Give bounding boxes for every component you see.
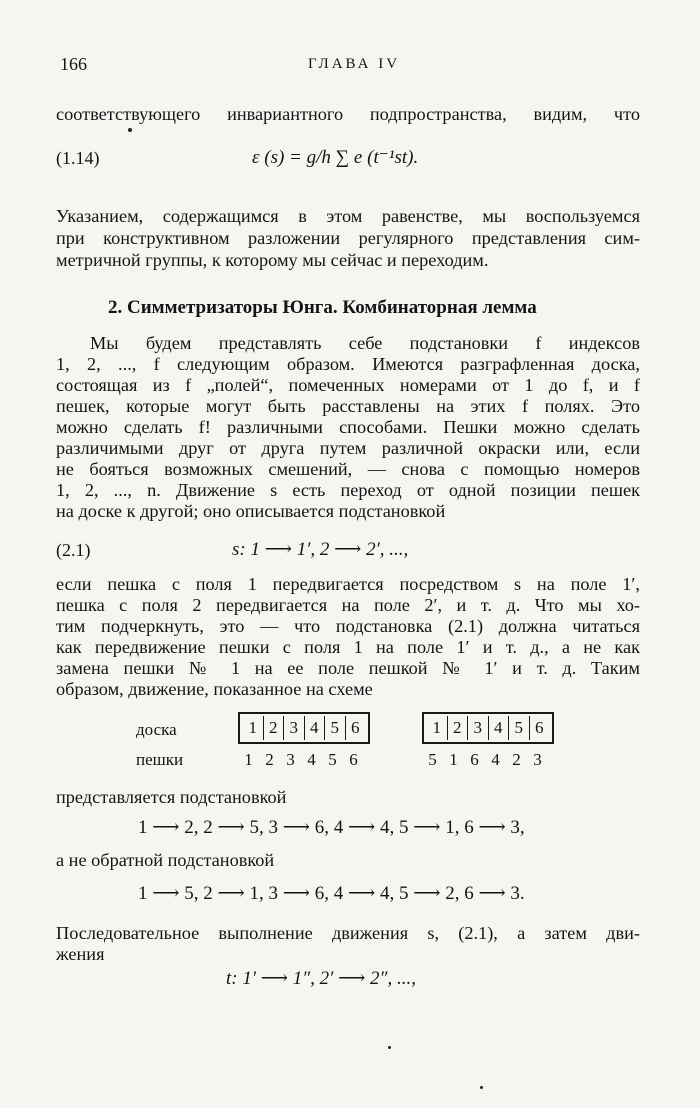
pawn-number: 4 bbox=[491, 750, 500, 769]
para3-line: замена пешки № 1 на ее поле пешкой № 1′ и т. д. Таким bbox=[56, 658, 640, 678]
eq-2-1-label: (2.1) bbox=[56, 540, 91, 560]
para3-line: пешка с поля 2 передвигается на поле 2′, и т. д. Что мы хо- bbox=[56, 595, 640, 615]
print-speck bbox=[388, 1046, 391, 1049]
para4-line: Последовательное выполнение движения s, (2.1), а затем дви- bbox=[56, 923, 640, 943]
pawns-label: пешки bbox=[136, 750, 184, 769]
represented-line: представляется подстановкой bbox=[56, 787, 287, 807]
para2-line: на доске к другой; оно описывается подстановкой bbox=[56, 501, 446, 521]
pawn-number: 2 bbox=[265, 750, 274, 769]
page-number: 166 bbox=[60, 54, 87, 74]
eq-1-14-formula: ε (s) = g/h ∑ e (t⁻¹st). bbox=[252, 147, 419, 168]
board-cell: 2 bbox=[448, 716, 469, 740]
board-cell: 4 bbox=[305, 716, 326, 740]
para2-line: можно сделать f! различными способами. Пешки можно сделать bbox=[56, 417, 640, 437]
para2-line: различимыми друг от друга путем различной окраски или, если bbox=[56, 438, 640, 458]
board-cell: 3 bbox=[284, 716, 305, 740]
para4-line: жения bbox=[56, 944, 105, 964]
section-heading: 2. Симметризаторы Юнга. Комбинаторная лемма bbox=[108, 297, 537, 318]
pawn-number: 5 bbox=[428, 750, 437, 769]
para2-line: пешек, которые могут быть расставлены на этих f полях. Это bbox=[56, 396, 640, 416]
board-left bbox=[238, 712, 370, 744]
para1-line: метричной группы, к которому мы сейчас и переходим. bbox=[56, 250, 489, 270]
board-right bbox=[422, 712, 554, 744]
pawn-number: 2 bbox=[512, 750, 521, 769]
para2-line: не бояться возможных смешений, — снова с помощью номеров bbox=[56, 459, 640, 479]
print-speck bbox=[480, 1086, 483, 1089]
pawns-left bbox=[238, 750, 364, 770]
board-cell: 5 bbox=[325, 716, 346, 740]
para2-line: Мы будем представлять себе подстановки f индексов bbox=[90, 333, 640, 353]
intro-line: соответствующего инвариантного подпространства, видим, что bbox=[56, 104, 640, 124]
board-cell: 5 bbox=[509, 716, 530, 740]
board-cell: 6 bbox=[535, 718, 544, 737]
board-label: доска bbox=[136, 720, 177, 739]
pawn-number: 1 bbox=[244, 750, 253, 769]
para1-line: при конструктивном разложении регулярного представления сим- bbox=[56, 228, 640, 248]
pawn-number: 3 bbox=[533, 750, 542, 769]
board-cell: 6 bbox=[351, 718, 360, 737]
para2-line: 1, 2, ..., n. Движение s есть переход от одной позиции пешек bbox=[56, 480, 640, 500]
perm-direct: 1 ⟶ 2, 2 ⟶ 5, 3 ⟶ 6, 4 ⟶ 4, 5 ⟶ 1, 6 ⟶ 3, bbox=[138, 817, 525, 838]
eq-t-formula: t: 1′ ⟶ 1″, 2′ ⟶ 2″, ..., bbox=[226, 968, 416, 989]
eq-1-14-label: (1.14) bbox=[56, 148, 100, 168]
para2-line: состоящая из f „полей“, помеченных номерами от 1 до f, и f bbox=[56, 375, 640, 395]
para3-line: образом, движение, показанное на схеме bbox=[56, 679, 373, 699]
perm-inverse: 1 ⟶ 5, 2 ⟶ 1, 3 ⟶ 6, 4 ⟶ 4, 5 ⟶ 2, 6 ⟶ 3. bbox=[138, 883, 525, 904]
pawns-right bbox=[422, 750, 548, 770]
pawn-number: 6 bbox=[349, 750, 358, 769]
not-inverse-line: а не обратной подстановкой bbox=[56, 850, 275, 870]
pawn-number: 1 bbox=[449, 750, 458, 769]
pawn-number: 5 bbox=[328, 750, 337, 769]
pawn-number: 6 bbox=[470, 750, 479, 769]
board-cell: 1 bbox=[243, 716, 264, 740]
para1-line: Указанием, содержащимся в этом равенстве, мы воспользуемся bbox=[56, 206, 640, 226]
board-cell: 4 bbox=[489, 716, 510, 740]
chapter-title: ГЛАВА IV bbox=[308, 56, 401, 72]
para3-line: тим подчеркнуть, это — что подстановка (2.1) должна читаться bbox=[56, 616, 640, 636]
pawn-number: 3 bbox=[286, 750, 295, 769]
print-speck bbox=[128, 128, 132, 132]
eq-2-1-formula: s: 1 ⟶ 1′, 2 ⟶ 2′, ..., bbox=[232, 539, 409, 560]
para3-line: как передвижение пешки с поля 1 на поле 1′ и т. д., а не как bbox=[56, 637, 640, 657]
pawn-number: 4 bbox=[307, 750, 316, 769]
board-cell: 3 bbox=[468, 716, 489, 740]
board-cell: 2 bbox=[264, 716, 285, 740]
board-cell: 1 bbox=[427, 716, 448, 740]
para3-line: если пешка с поля 1 передвигается посредством s на поле 1′, bbox=[56, 574, 640, 594]
para2-line: 1, 2, ..., f следующим образом. Имеются разграфленная доска, bbox=[56, 354, 640, 374]
